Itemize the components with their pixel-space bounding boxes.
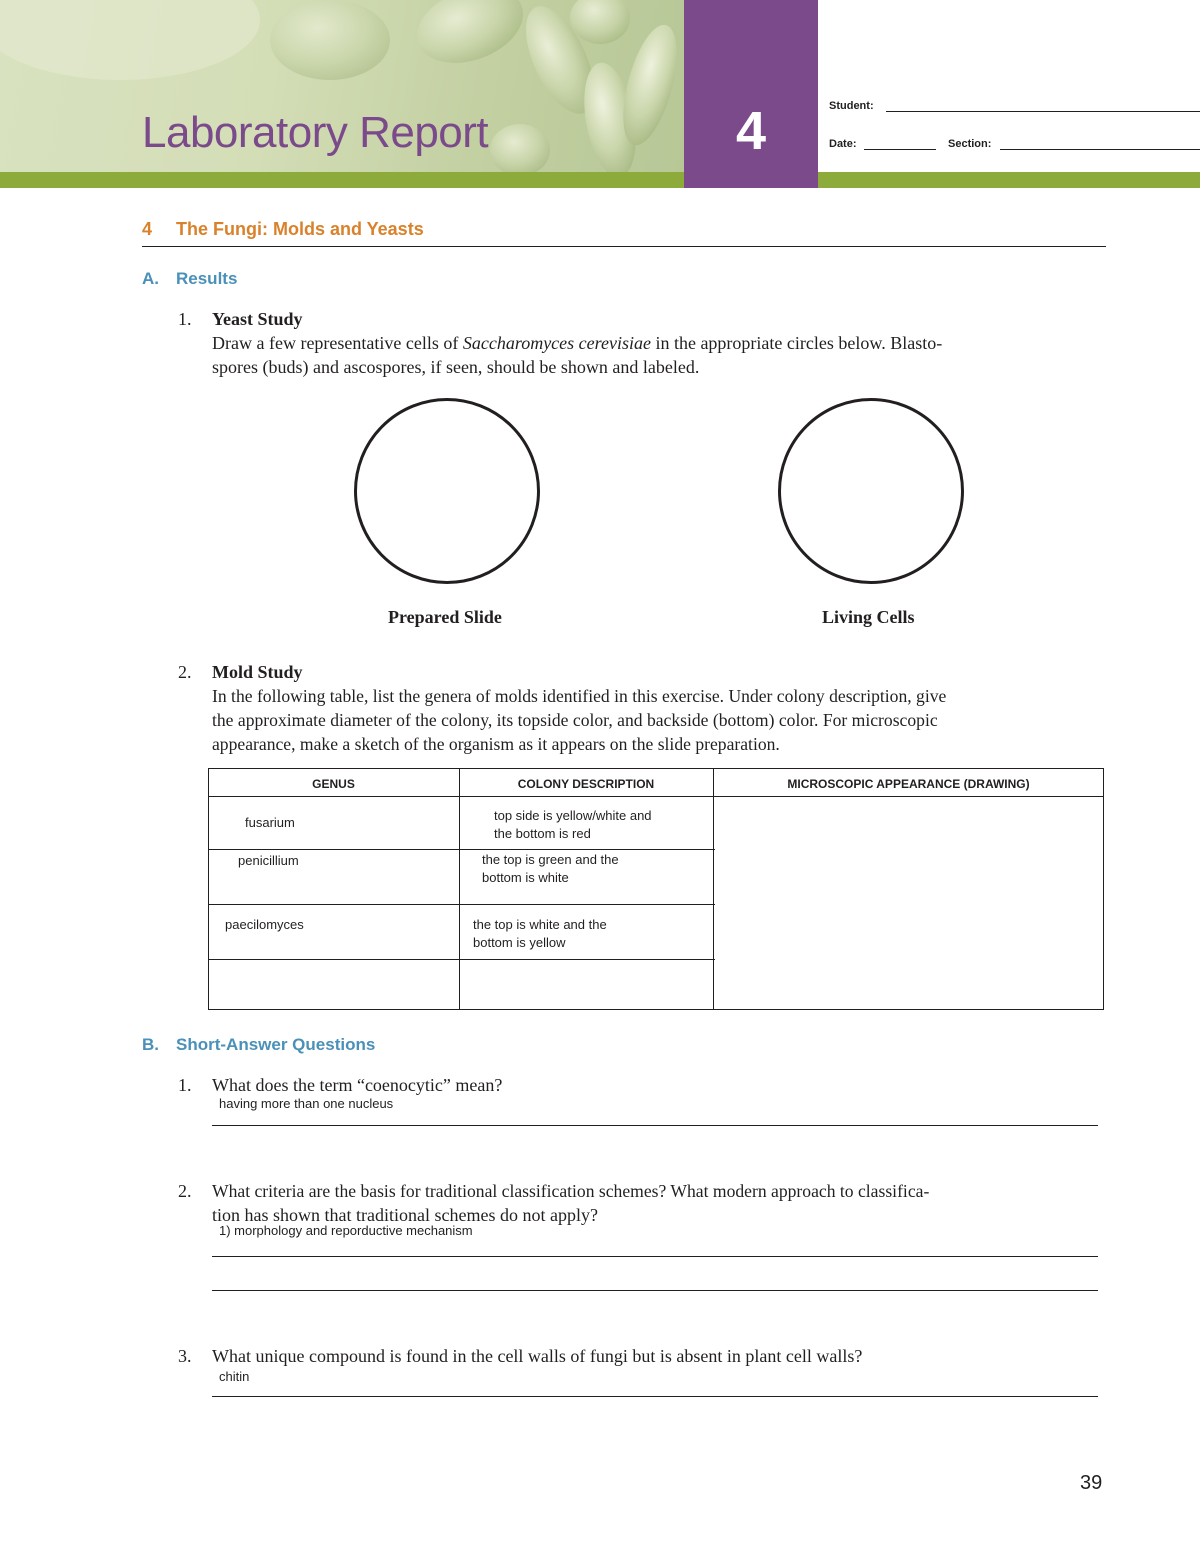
table-cell-description[interactable]: bottom is yellow (473, 935, 566, 950)
table-cell-genus[interactable]: penicillium (238, 853, 299, 868)
date-label: Date: (829, 138, 857, 150)
report-title: Laboratory Report (142, 108, 489, 157)
column-header-microscopic-appearance: MICROSCOPIC APPEARANCE (DRAWING) (787, 777, 1030, 791)
section-label: Section: (948, 138, 992, 150)
question-1-text: What does the term “coenocytic” mean? (212, 1075, 503, 1095)
prepared-slide-drawing-circle[interactable] (354, 398, 540, 584)
mold-study-title: Mold Study (212, 662, 303, 682)
question-3-text: What unique compound is found in the cell walls of fungi but is absent in plant cell walls? (212, 1346, 863, 1366)
question-2-text-line2: tion has shown that traditional schemes do not apply? (212, 1205, 598, 1225)
section-b-title: Short-Answer Questions (176, 1035, 376, 1054)
date-field[interactable] (864, 149, 936, 150)
table-row-divider-1 (208, 849, 715, 850)
title-divider (142, 246, 1106, 247)
question-1-number: 1. (178, 1075, 192, 1095)
table-cell-description[interactable]: bottom is white (482, 870, 569, 885)
exercise-title: The Fungi: Molds and Yeasts (176, 219, 424, 239)
question-2-answer-line-1 (212, 1256, 1098, 1257)
yeast-instructions-line2: spores (buds) and ascospores, if seen, should be shown and labeled. (212, 357, 700, 377)
yeast-study-number: 1. (178, 309, 192, 329)
column-header-colony-description: COLONY DESCRIPTION (517, 777, 655, 791)
table-cell-genus[interactable]: paecilomyces (225, 917, 304, 932)
table-cell-description[interactable]: top side is yellow/white and (494, 808, 652, 823)
table-row-divider-2 (208, 904, 715, 905)
mold-instructions-line2: the approximate diameter of the colony, its topside color, and backside (bottom) color. For microscopic (212, 710, 938, 730)
header-rule-right (818, 172, 1200, 188)
table-cell-genus[interactable]: fusarium (245, 815, 295, 830)
microscopic-drawing-area[interactable] (714, 797, 1103, 1009)
question-1-answer-line (212, 1125, 1098, 1126)
mold-instructions-line1: In the following table, list the genera of molds identified in this exercise. Under colony description, give (212, 686, 947, 706)
student-label: Student: (829, 100, 874, 112)
living-cells-drawing-circle[interactable] (778, 398, 964, 584)
section-a-title: Results (176, 269, 238, 288)
table-row-divider-3 (208, 959, 715, 960)
mold-instructions-line3: appearance, make a sketch of the organism as it appears on the slide preparation. (212, 734, 780, 754)
table-col-divider-1 (459, 768, 460, 1010)
species-name: Saccharomyces cerevisiae (462, 333, 651, 353)
prepared-slide-label: Prepared Slide (388, 607, 502, 627)
yeast-instructions-line1: Draw a few representative cells of Saccharomyces cerevisiae in the appropriate circles below. Blasto- (212, 333, 943, 353)
question-3-number: 3. (178, 1346, 192, 1366)
question-3-answer-line (212, 1396, 1098, 1397)
question-3-answer[interactable]: chitin (219, 1369, 250, 1384)
table-cell-description[interactable]: the bottom is red (494, 826, 591, 841)
chapter-number: 4 (735, 101, 767, 161)
question-1-answer[interactable]: having more than one nucleus (219, 1096, 394, 1111)
student-field[interactable] (886, 111, 1200, 112)
yeast-study-title: Yeast Study (212, 309, 303, 329)
question-2-answer[interactable]: 1) morphology and reporductive mechanism (219, 1223, 473, 1238)
living-cells-label: Living Cells (822, 607, 915, 627)
question-2-answer-line-2 (212, 1290, 1098, 1291)
table-cell-description[interactable]: the top is green and the (482, 852, 619, 867)
question-2-number: 2. (178, 1181, 192, 1201)
column-header-genus: GENUS (312, 777, 355, 791)
exercise-number: 4 (142, 219, 153, 239)
section-b-letter: B. (142, 1035, 159, 1054)
section-a-letter: A. (142, 269, 159, 288)
header-rule-left (0, 172, 684, 188)
section-field[interactable] (1000, 149, 1200, 150)
page-number: 39 (1080, 1472, 1103, 1494)
mold-study-number: 2. (178, 662, 192, 682)
question-2-text-line1: What criteria are the basis for traditional classification schemes? What modern approach to classifica- (212, 1181, 930, 1201)
table-cell-description[interactable]: the top is white and the (473, 917, 607, 932)
